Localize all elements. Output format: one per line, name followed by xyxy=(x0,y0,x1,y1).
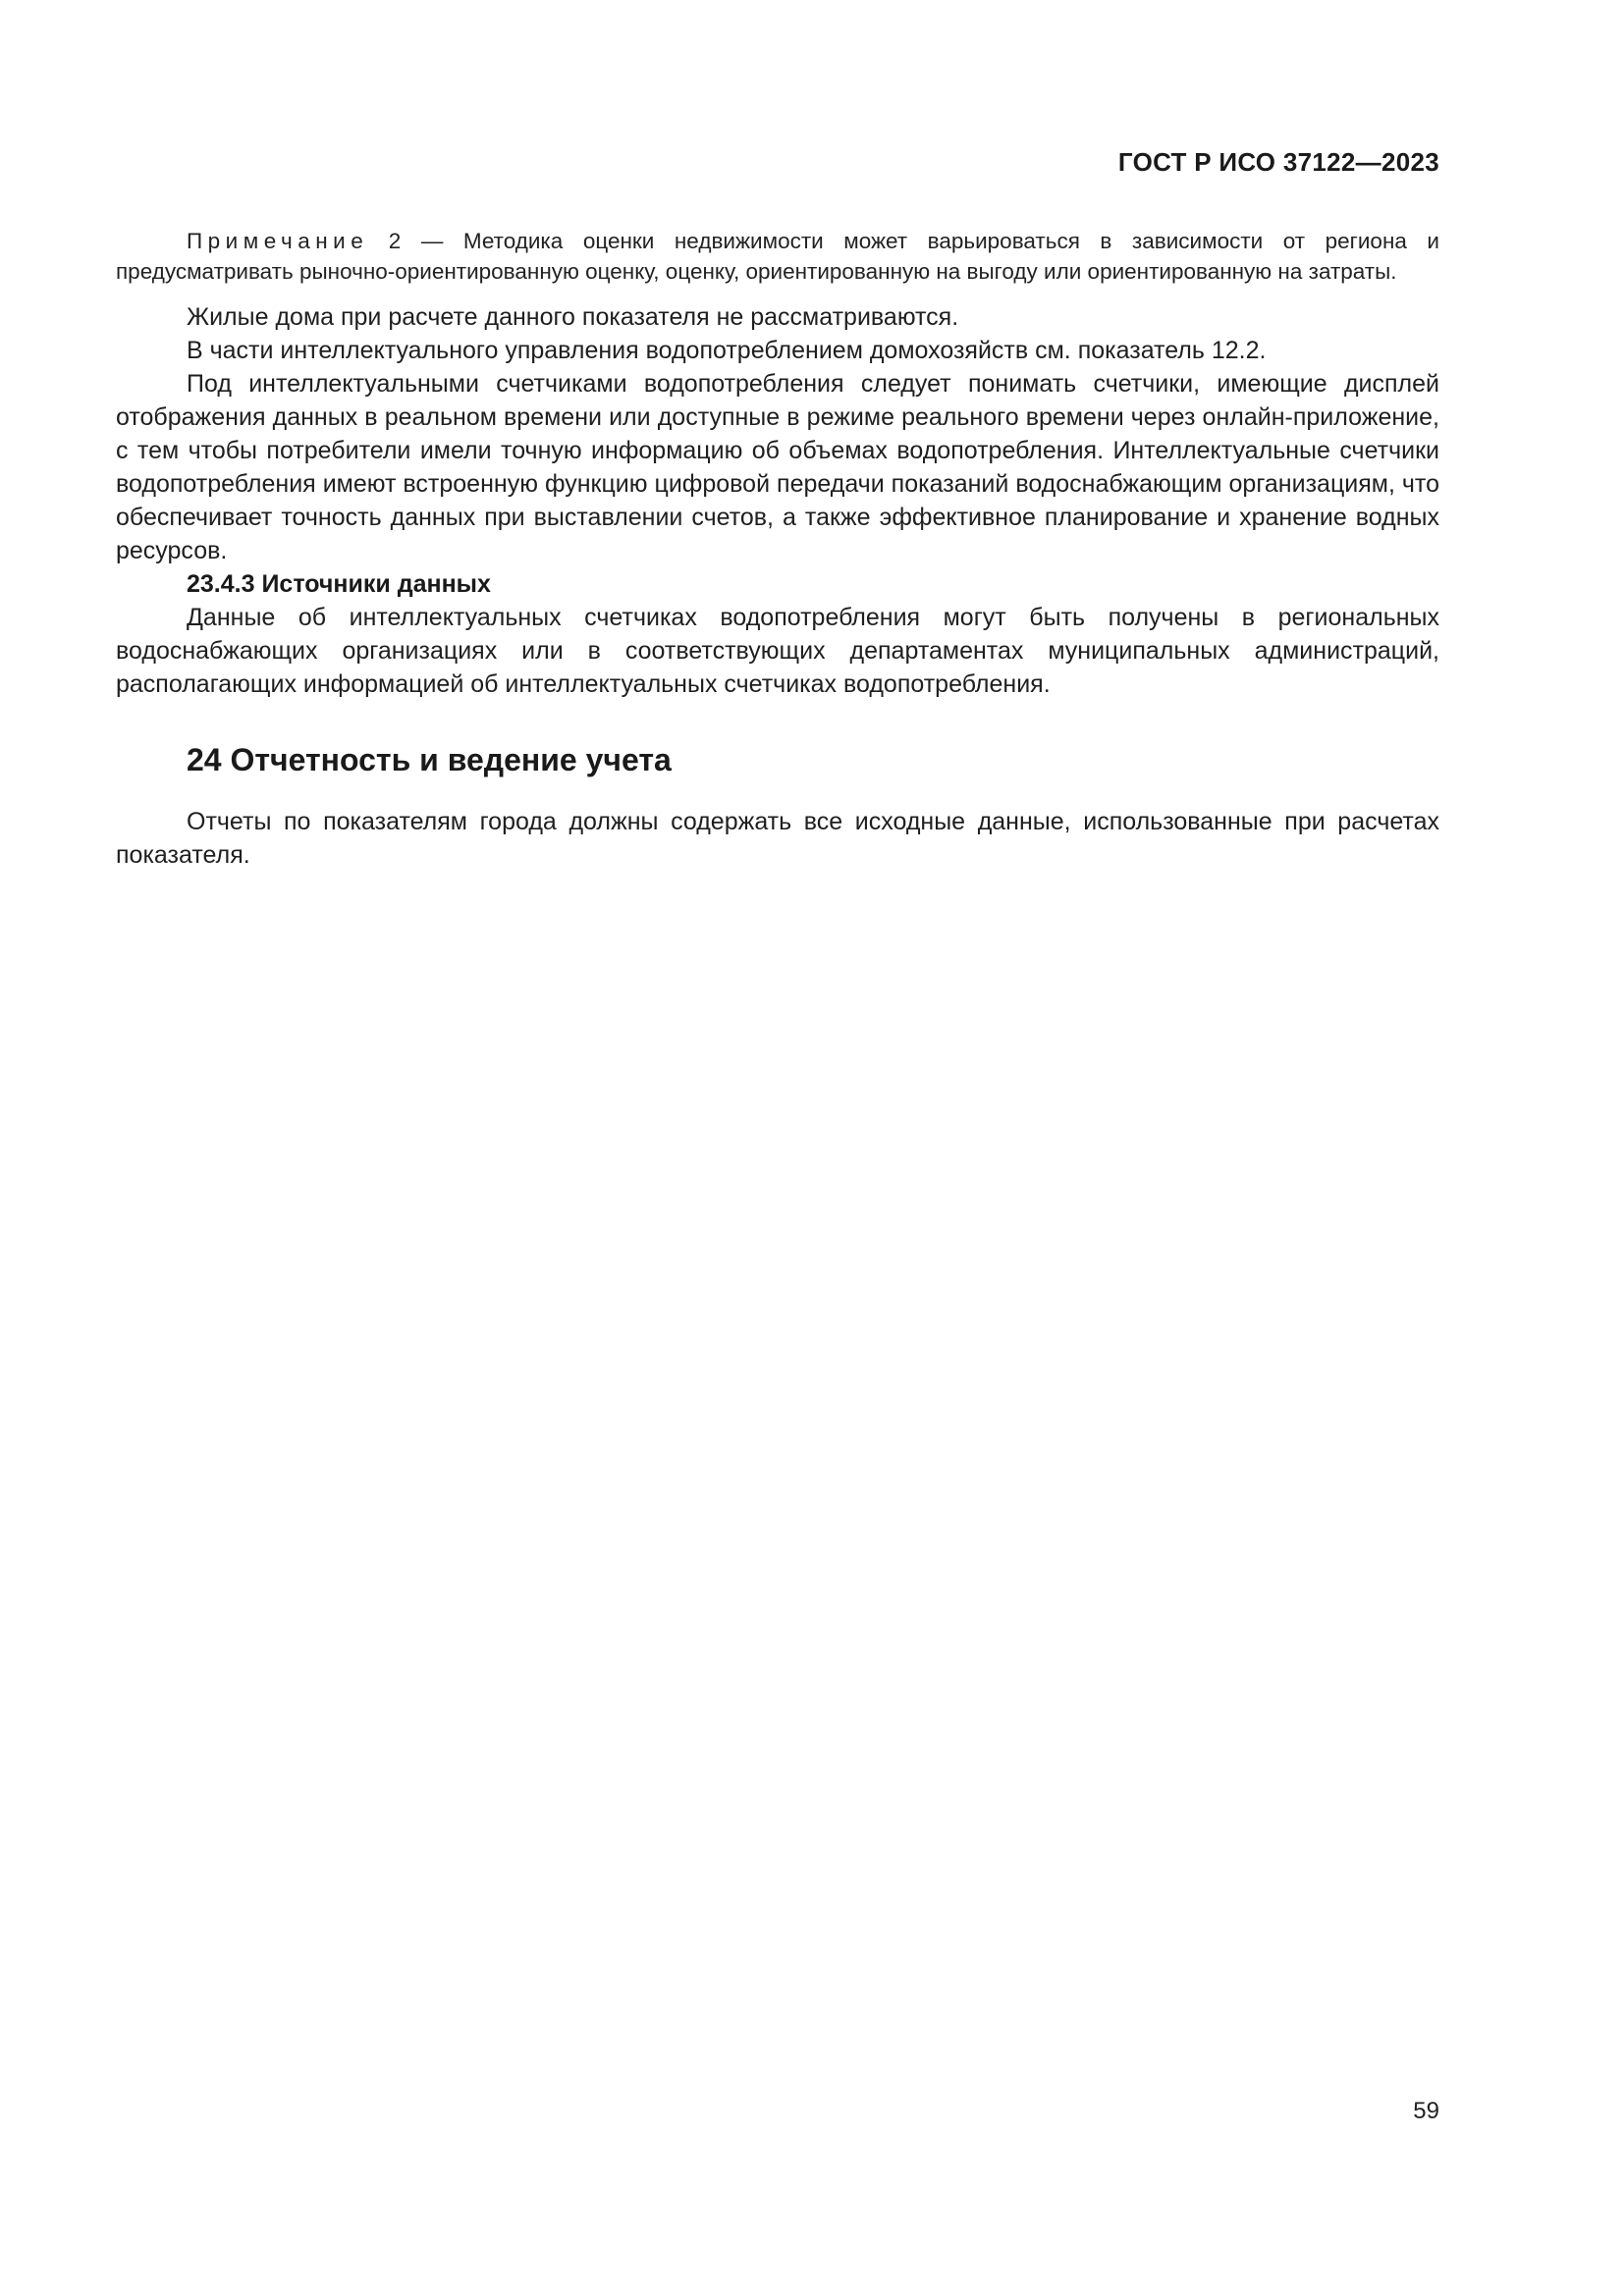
subsection-paragraph: Данные об интеллектуальных счетчиках водопотребления могут быть получены в региональных водоснабжающих организациях или в соответствующих департаментах муниципальных администраций, располагающих информацией об интеллектуальных счетчиках водопотребления. xyxy=(116,604,1439,698)
paragraph-smart-meters-definition: Под интеллектуальными счетчиками водопотребления следует понимать счетчики, имеющие дисплей отображения данных в реальном времени или доступные в режиме реального времени через онлайн-приложение, с тем чтобы потребители имели точную информацию об объемах водопотребления. Интеллектуальные счетчики водопотребления имеют встроенную функцию цифровой передачи показаний водоснабжающим организациям, что обеспечивает точность данных при выставлении счетов, а также эффективное планирование и хранение водных ресурсов. xyxy=(116,370,1439,564)
paragraph-residential: Жилые дома при расчете данного показателя не рассматриваются. xyxy=(187,303,959,331)
section-heading: 24 Отчетность и ведение учета xyxy=(187,742,672,777)
paragraph-household-reference: В части интеллектуального управления водопотреблением домохозяйств см. показатель 12.2. xyxy=(187,337,1267,364)
section-paragraph: Отчеты по показателям города должны содержать все исходные данные, использованные при расчетах показателя. xyxy=(116,808,1439,869)
note-number: 2 — xyxy=(368,229,463,253)
note-label: Примечание xyxy=(187,229,369,253)
page-content xyxy=(116,226,1439,872)
page-number: 59 xyxy=(1413,2098,1439,2124)
note-text: Методика оценки недвижимости может варьироваться в зависимости от региона и предусматривать рыночно-ориентированную оценку, оценку, ориентированную на выгоду или ориентированную на затраты. xyxy=(116,229,1439,284)
document-code-header: ГОСТ Р ИСО 37122—2023 xyxy=(1117,147,1439,177)
note-paragraph xyxy=(116,226,1439,287)
subsection-heading: 23.4.3 Источники данных xyxy=(187,570,491,598)
